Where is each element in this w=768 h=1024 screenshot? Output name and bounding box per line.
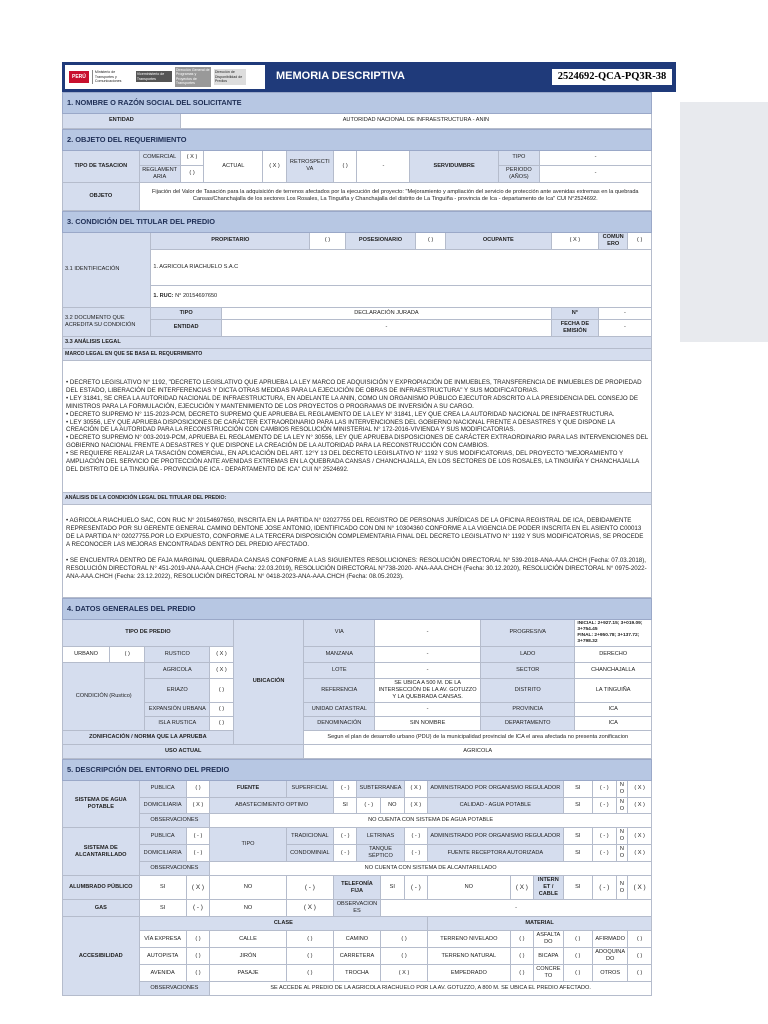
agua-potable-label: SISTEMA DE AGUA POTABLE [63,780,140,828]
fuente-label: FUENTE [210,780,287,797]
analisis-titular-label: ANÁLISIS DE LA CONDICIÓN LEGAL DEL TITULAR DEL PREDIO: [63,493,652,505]
marco-legal-list [63,360,652,492]
alc-adm-si-label: SI [563,828,592,845]
afirmado-label: AFIRMADO [593,931,628,948]
fecha-emision-label: FECHA DE EMISIÓN [551,319,598,336]
section-4-title: 4. DATOS GENERALES DEL PREDIO [63,598,652,619]
logo-ministry: Ministerio de Transportes y Comunicaciones [92,70,133,83]
letrinas-label: LETRINAS [357,828,404,845]
superficial-mark[interactable]: ( - ) [333,780,357,797]
calidad-label: CALIDAD - AGUA POTABLE [428,797,563,814]
legal-item: • SE REQUIERE REALIZAR LA TASACIÓN COMERCIAL, EN APLICACIÓN DEL ART. 12°Y 13 DEL DECRETO LEGISLATIVO N° 1192 Y SUS MODIFICATORIAS, DEL PROYECTO "MEJORAMIENTO Y AMPLIACIÓN DEL SERVICIO DE PROTECCIÓN ANTE AVENIDAS EXTREMAS EN LA QUEBRADA CANSAS / CHANCHAJALLA, EN LOS SECTORES DE LOS ROSALES, LA TINGUIÑA Y CHANCHAJALLA DEL DISTRITO DE LA TINGUIÑA - PROVINCIA DE ICA - DEPARTAMENTO DE ICA" CUI N° 2524692. [66,450,639,474]
trocha-mark[interactable]: ( X ) [381,965,428,982]
superficial-label: SUPERFICIAL [286,780,333,797]
via-expresa-mark[interactable]: ( ) [186,931,210,948]
lote-label: LOTE [304,662,375,678]
alc-adm-no-mark[interactable]: ( X ) [628,828,652,845]
progresiva-final: FINAL: 2+950.78; 3+137.72; 3+798.32 [577,632,640,644]
progresiva-inicial: INICIAL: 2+927.15; 3+019.09; 3+754.45 [577,620,643,632]
urbano-mark[interactable]: ( ) [110,646,145,662]
calidad-si-mark[interactable]: ( - ) [593,797,617,814]
receptora-no-mark[interactable]: ( X ) [628,845,652,862]
alc-domiciliaria-label: DOMICILIARIA [139,845,186,862]
acc-obs-value: SE ACCEDE AL PREDIO DE LA AGRICOLA RIACHUELO POR LA AV. GOTUZZO, A 800 M. SE UBICA EL PREDIO AFECTADO. [210,982,652,996]
servidumbre-tipo-label: TIPO [498,150,539,165]
logo-direction: Dirección General de Programas y Proyectos de Transportes [175,68,210,86]
abast-si-label: SI [333,797,357,814]
agua-adm-no-label: NO [616,780,628,797]
via-label: VIA [304,619,375,646]
ubicacion-label: UBICACIÓN [233,619,304,744]
ocupante-label: OCUPANTE [445,232,551,249]
sector-value: CHANCHAJALLA [575,662,652,678]
side-panel [680,102,768,342]
tanque-label: TANQUE SÉPTICO [357,845,404,862]
receptora-no-label: NO [616,845,628,862]
documento-numero-value: - [598,307,651,319]
agua-obs-value: NO CUENTA CON SISTEMA DE AGUA POTABLE [210,814,652,828]
entidad-value: AUTORIDAD NACIONAL DE INFRAESTRUCTURA - ANIN [180,113,651,128]
internet-si-mark[interactable]: ( - ) [593,876,617,900]
retrospectiva-mark[interactable]: ( ) [333,150,357,182]
section-5-title: 5. DESCRIPCIÓN DEL ENTORNO DEL PREDIO [63,759,652,780]
section-1-title: 1. NOMBRE O RAZÓN SOCIAL DEL SOLICITANTE [63,92,652,113]
section-3 [62,211,652,598]
distrito-label: DISTRITO [481,678,575,702]
departamento-value: ICA [575,716,652,730]
telefonia-label: TELEFONÍA FIJA [333,876,380,900]
internet-no-label: NO [616,876,628,900]
abast-no-mark[interactable]: ( X ) [404,797,428,814]
objeto-label: OBJETO [63,182,140,210]
rustico-mark[interactable]: ( X ) [210,646,234,662]
section-3-title: 3. CONDICIÓN DEL TITULAR DEL PREDIO [63,211,652,232]
jiron-mark[interactable]: ( ) [286,948,333,965]
lado-label: LADO [481,646,575,662]
periodo-value: - [540,165,652,182]
internet-si-label: SI [563,876,592,900]
comunero-label: COMUNERO [598,232,627,249]
asfaltado-mark[interactable]: ( ) [563,931,592,948]
actual-label: ACTUAL [204,150,263,182]
section-1 [62,92,652,129]
logo-office: Dirección de Disponibilidad de Predios [214,69,246,84]
camino-label: CAMINO [333,931,380,948]
telefonia-no-label: NO [428,876,510,900]
comunero-mark[interactable]: ( ) [628,232,652,249]
alc-domiciliaria-mark[interactable]: ( - ) [186,845,210,862]
accesibilidad-label: ACCESIBILIDAD [63,917,140,996]
distrito-value: LA TINGUIÑA [575,678,652,702]
calidad-no-mark[interactable]: ( X ) [628,797,652,814]
jiron-label: JIRÓN [210,948,287,965]
analisis-titular-list [63,505,652,598]
unidad-catastral-value: - [375,702,481,716]
otros-label: OTROS [593,965,628,982]
alumbrado-no-label: NO [210,876,287,900]
tanque-mark[interactable]: ( - ) [404,845,428,862]
periodo-label: PERIODO (AÑOS) [498,165,539,182]
calle-mark[interactable]: ( ) [286,931,333,948]
tipo-tasacion-label: TIPO DE TASACION [63,150,140,182]
progresiva-value [575,619,652,646]
concreto-mark[interactable]: ( ) [563,965,592,982]
documento-tipo-value: DECLARACIÓN JURADA [222,307,552,319]
afirmado-mark[interactable]: ( ) [628,931,652,948]
logo-banner [65,65,265,89]
departamento-label: DEPARTAMENTO [481,716,575,730]
propietario-label: PROPIETARIO [151,232,310,249]
tradicional-mark[interactable]: ( - ) [333,828,357,845]
servidumbre-label: SERVIDUMBRE [410,150,498,182]
alumbrado-label: ALUMBRADO PÚBLICO [63,876,140,900]
section-2 [62,129,652,211]
alc-obs-value: NO CUENTA CON SISTEMA DE ALCANTARILLADO [210,862,652,876]
titular-name: 1. AGRICOLA RIACHUELO S.A.C [151,249,652,285]
via-value: - [375,619,481,646]
reglamentaria-label: REGLAMENTARIA [139,165,180,182]
condicion-label: CONDICIÓN (Rustico) [63,662,145,730]
legal-item: • DECRETO LEGISLATIVO N° 1192, "DECRETO LEGISLATIVO QUE APRUEBA LA LEY MARCO DE ADQUISICIÓN Y EXPROPIACIÓN DE INMUEBLES, TRANSFERENCIA DE INMUEBLES DE PROPIEDAD DEL ESTADO, LIBERACIÓN DE INTERFERENCIAS Y DICTA OTRAS MEDIDAS PARA LA EJECUCIÓN DE OBRAS DE INFRAESTRUCTURA" Y SUS MODIFICATORIAS. [66,378,642,394]
via-expresa-label: VÍA EXPRESA [139,931,186,948]
internet-no-mark[interactable]: ( X ) [628,876,652,900]
documento-entidad-value: - [222,319,552,336]
ocupante-mark[interactable]: ( X ) [551,232,598,249]
telefonia-si-label: SI [381,876,405,900]
marco-legal-label: MARCO LEGAL EN QUE SE BASA EL REQUERIMIENTO [63,348,652,360]
referencia-label: REFERENCIA [304,678,375,702]
comercial-mark[interactable]: ( X ) [180,150,204,165]
calle-label: CALLE [210,931,287,948]
alcantarillado-label: SISTEMA DE ALCANTARILLADO [63,828,140,876]
alc-administrado-label: ADMINISTRADO POR ORGANISMO REGULADOR [428,828,563,845]
terreno-natural-label: TERRENO NATURAL [428,948,510,965]
agua-domiciliaria-mark[interactable]: ( X ) [186,797,210,814]
alc-publica-mark[interactable]: ( - ) [186,828,210,845]
agua-publica-mark[interactable]: ( ) [186,780,210,797]
carretera-label: CARRETERA [333,948,380,965]
gas-no-label: NO [210,900,287,917]
provincia-label: PROVINCIA [481,702,575,716]
memoria-descriptiva-sheet [62,62,667,996]
documento-tipo-label: TIPO [151,307,222,319]
lote-value: - [375,662,481,678]
terreno-nivelado-mark[interactable]: ( ) [510,931,534,948]
calidad-si-label: SI [563,797,592,814]
identificacion-label: 3.1 IDENTIFICACIÓN [63,232,151,307]
peru-logo: PERÚ [69,71,89,83]
receptora-si-label: SI [563,845,592,862]
documento-numero-label: N° [551,307,598,319]
calidad-no-label: NO [616,797,628,814]
bicapa-mark[interactable]: ( ) [563,948,592,965]
documento-label: 3.2 DOCUMENTO QUE ACREDITA SU CONDICIÓN [63,307,151,336]
sector-label: SECTOR [481,662,575,678]
subterranea-label: SUBTERRANEA [357,780,404,797]
section-2-title: 2. OBJETO DEL REQUERIMIENTO [63,129,652,150]
section-5 [62,759,652,997]
alc-tipo-label: TIPO [210,828,287,862]
agua-adm-no-mark[interactable]: ( X ) [628,780,652,797]
material-label: MATERIAL [428,917,652,931]
legal-item: • LEY 31841, SE CREA LA AUTORIDAD NACIONAL DE INFRAESTRUCTURA, EN ADELANTE LA ANIN, COMO UN ORGANISMO PÚBLICO EJECUTOR ADSCRITO A LA PRESIDENCIA DEL CONSEJO DE MINISTROS PARA LA FORMULACIÓN, EJECUCIÓN Y MANTENIMIENTO DE LOS PROYECTOS O PROGRAMAS DE INVERSIÓN A SU CARGO. [66,394,639,410]
progresiva-label: PROGRESIVA [481,619,575,646]
adoquinado-label: ADOQUINADO [593,948,628,965]
expansion-label: EXPANSIÓN URBANA [145,702,210,716]
abast-no-label: NO [381,797,405,814]
fecha-emision-value: - [598,319,651,336]
entidad-label: ENTIDAD [63,113,181,128]
fuente-receptora-label: FUENTE RECEPTORA AUTORIZADA [428,845,563,862]
telefonia-si-mark[interactable]: ( - ) [404,876,428,900]
abastecimiento-label: ABASTECIMIENTO OPTIMO [210,797,334,814]
autopista-mark[interactable]: ( ) [186,948,210,965]
agua-adm-si-mark[interactable]: ( - ) [593,780,617,797]
actual-mark[interactable]: ( X ) [263,150,287,182]
agua-adm-si-label: SI [563,780,592,797]
analisis-legal-label: 3.3 ANÁLISIS LEGAL [63,336,652,348]
empedrado-mark[interactable]: ( ) [510,965,534,982]
gas-no-mark[interactable]: ( X ) [286,900,333,917]
empedrado-label: EMPEDRADO [428,965,510,982]
documento-entidad-label: ENTIDAD [151,319,222,336]
agua-administrado-label: ADMINISTRADO POR ORGANISMO REGULADOR [428,780,563,797]
titular-ruc [151,285,652,307]
legal-item: • DECRETO SUPREMO N° 003-2019-PCM, APRUEBA EL REGLAMENTO DE LA LEY N° 30556, LEY QUE APRUEBA DISPOSICIONES DE CARÁCTER EXTRAORDINARIO PARA LAS INTERVENCIONES DEL GOBIERNO NACIONAL FRENTE A DESASTRES Y QUE DISPONE LA CREACIÓN DE LA AUTORIDAD PARA LA RECONSTRUCCIÓN CON CAMBIOS. [66,434,648,450]
subterranea-mark[interactable]: ( X ) [404,780,428,797]
denominacion-label: DENOMINACIÓN [304,716,375,730]
carretera-mark[interactable]: ( ) [381,948,428,965]
unidad-catastral-label: UNIDAD CATASTRAL [304,702,375,716]
alumbrado-si-mark[interactable]: ( X ) [186,876,210,900]
referencia-value: SE UBICA A 500 M. DE LA INTERSECCIÓN DE LA AV. GOTUZZO Y LA QUEBRADA CANSAS. [375,678,481,702]
zonificacion-label: ZONIFICACIÓN / NORMA QUE LA APRUEBA [63,730,234,744]
terreno-nivelado-label: TERRENO NIVELADO [428,931,510,948]
expansion-mark[interactable]: ( ) [210,702,234,716]
gas-si-mark[interactable]: ( - ) [186,900,210,917]
alc-adm-si-mark[interactable]: ( - ) [593,828,617,845]
otros-mark[interactable]: ( ) [628,965,652,982]
retrospectiva-value: - [357,150,410,182]
rustico-label: RUSTICO [145,646,210,662]
objeto-value: Fijación del Valor de Tasación para la adquisición de terrenos afectados por la ejecución del proyecto: "Mejoramiento y ampliación del servicio de protección ante avenidas extremas en la quebrada Cansas/Chanchajalla de los sectores Los Rosales, La Tinguiña y Chanchajalla del distrito de La Tinguiña - provincia de Ica - departamento de Ica" CUI N°2524692. [139,182,651,210]
section-4 [62,598,652,759]
abast-si-mark[interactable]: ( - ) [357,797,381,814]
avenida-mark[interactable]: ( ) [186,965,210,982]
alc-adm-no-label: NO [616,828,628,845]
isla-mark[interactable]: ( ) [210,716,234,730]
retrospectiva-label: RETROSPECTIVA [286,150,333,182]
internet-label: INTERNET / CABLE [534,876,563,900]
provincia-value: ICA [575,702,652,716]
posesionario-mark[interactable]: ( ) [416,232,445,249]
alc-obs-label: OBSERVACIONES [139,862,210,876]
tradicional-label: TRADICIONAL [286,828,333,845]
gas-obs-label: OBSERVACIONES [333,900,380,917]
bicapa-label: BICAPA [534,948,563,965]
legal-item: • DECRETO SUPREMO N° 115-2023-PCM, DECRETO SUPREMO QUE APRUEBA EL REGLAMENTO DE LA LEY N° 31841, LEY QUE CREA LA AUTORIDAD NACIONAL DE INFRAESTRUCTURA. [66,410,615,418]
trocha-label: TROCHA [333,965,380,982]
alc-publica-label: PUBLICA [139,828,186,845]
condominial-label: CONDOMINIAL [286,845,333,862]
agua-domiciliaria-label: DOMICILIARIA [139,797,186,814]
tipo-predio-label: TIPO DE PREDIO [63,619,234,646]
agricola-mark[interactable]: ( X ) [210,662,234,678]
document-header [62,62,676,92]
receptora-si-mark[interactable]: ( - ) [593,845,617,862]
page-title: MEMORIA DESCRIPTIVA [276,70,405,83]
lado-value: DERECHO [575,646,652,662]
ruc-value: N° 20154697650 [175,292,218,299]
alumbrado-si-label: SI [139,876,186,900]
reglamentaria-mark[interactable]: ( ) [180,165,204,182]
titular-item: • SE ENCUENTRA DENTRO DE FAJA MARGINAL QUEBRADA CANSAS CONFORME A LAS SIGUIENTES RESOLUCIONES: RESOLUCIÓN DIRECTORAL N° 539-2018-ANA-AAA.CHCH (Fecha: 07.03.2018), RESOLUCIÓN DIRECTORAL N° 451-2019-ANA-AAA.CHCH (Fecha: 22.03.2019), RESOLUCIÓN DIRECTORAL N°738-2020- ANA-AAA.CHCH (Fecha: 30.12.2020), RESOLUCIÓN DIRECTORAL N° 0975-2022-ANA-AAA.CHCH (Fecha: 23.12.2022), RESOLUCIÓN DIRECTORAL N° 0418-2023-ANA-AAA.CHCH (Fecha: 08.05.2023). [66,556,647,580]
titular-item: • AGRICOLA RIACHUELO SAC, CON RUC N° 20154697650, INSCRITA EN LA PARTIDA N° 02027755 DEL REGISTRO DE PERSONAS JURÍDICAS DE LA OFICINA REGISTRAL DE ICA, DEBIDAMENTE REPRESENTADO POR SU GERENTE GENERAL CAMINO DENTONE JOSE ANTONIO, IDENTIFICADO CON DNI N° 10304360 CONFORME A LA VIGENCIA DE PODER INSCRITA EN EL ASIENTO C00013 DE LA PARTIDA N° 02027755.POR LO EXPUESTO, CONFORME A LA TERCERA DISPOSICIÓN COMPLEMENTARIA FINAL DEL DECRETO LEGISLATIVO N° 1192 Y SUS MODIFICATORIAS, SE PROCEDE A RECONOCER LAS MEJORAS ENCONTRADAS DENTRO DEL PREDIO AFECTADO. [66,517,644,548]
agua-obs-label: OBSERVACIONES [139,814,210,828]
manzana-label: MANZANA [304,646,375,662]
gas-obs-value: - [381,900,652,917]
agua-publica-label: PUBLICA [139,780,186,797]
asfaltado-label: ASFALTADO [534,931,563,948]
pasaje-label: PASAJE [210,965,287,982]
logo-vice: Viceministerio de Transportes [136,71,172,82]
manzana-value: - [375,646,481,662]
avenida-label: AVENIDA [139,965,186,982]
autopista-label: AUTOPISTA [139,948,186,965]
uso-actual-label: USO ACTUAL [63,744,304,758]
posesionario-label: POSESIONARIO [345,232,416,249]
agricola-label: AGRICOLA [145,662,210,678]
clase-label: CLASE [139,917,428,931]
pasaje-mark[interactable]: ( ) [286,965,333,982]
eriazo-label: ERIAZO [145,678,210,702]
urbano-label: URBANO [63,646,110,662]
concreto-label: CONCRETO [534,965,563,982]
letrinas-mark[interactable]: ( - ) [404,828,428,845]
legal-item: • LEY 30556, LEY QUE APRUEBA DISPOSICIONES DE CARÁCTER EXTRAORDINARIO PARA LAS INTERVENCIONES DEL GOBIERNO NACIONAL FRENTE A DESASTRES Y QUE DISPONE LA CREACIÓN DE LA AUTORIDAD PARA LA RECONSTRUCCIÓN CON CAMBIOS RESOLUCIÓN MINISTERIAL N° 172-2016-VIVIENDA Y SUS MODIFICATORIAS. [66,418,615,434]
comercial-label: COMERCIAL [139,150,180,165]
acc-obs-label: OBSERVACIONES [139,982,210,996]
zonificacion-value: Segun el plan de desarrollo urbano (PDU) de la municipalidad provincial de ICA el area afectada no presenta zonificacion [304,730,652,744]
denominacion-value: SIN NOMBRE [375,716,481,730]
adoquinado-mark[interactable]: ( ) [628,948,652,965]
isla-label: ISLA RUSTICA [145,716,210,730]
eriazo-mark[interactable]: ( ) [210,678,234,702]
gas-label: GAS [63,900,140,917]
propietario-mark[interactable]: ( ) [310,232,345,249]
uso-actual-value: AGRICOLA [304,744,652,758]
alumbrado-no-mark[interactable]: ( - ) [286,876,333,900]
telefonia-no-mark[interactable]: ( X ) [510,876,534,900]
document-code: 2524692-QCA-PQ3R-38 [552,69,672,85]
servidumbre-tipo-value: - [540,150,652,165]
camino-mark[interactable]: ( ) [381,931,428,948]
terreno-natural-mark[interactable]: ( ) [510,948,534,965]
gas-si-label: SI [139,900,186,917]
ruc-label: 1. RUC: [153,292,174,299]
condominial-mark[interactable]: ( - ) [333,845,357,862]
